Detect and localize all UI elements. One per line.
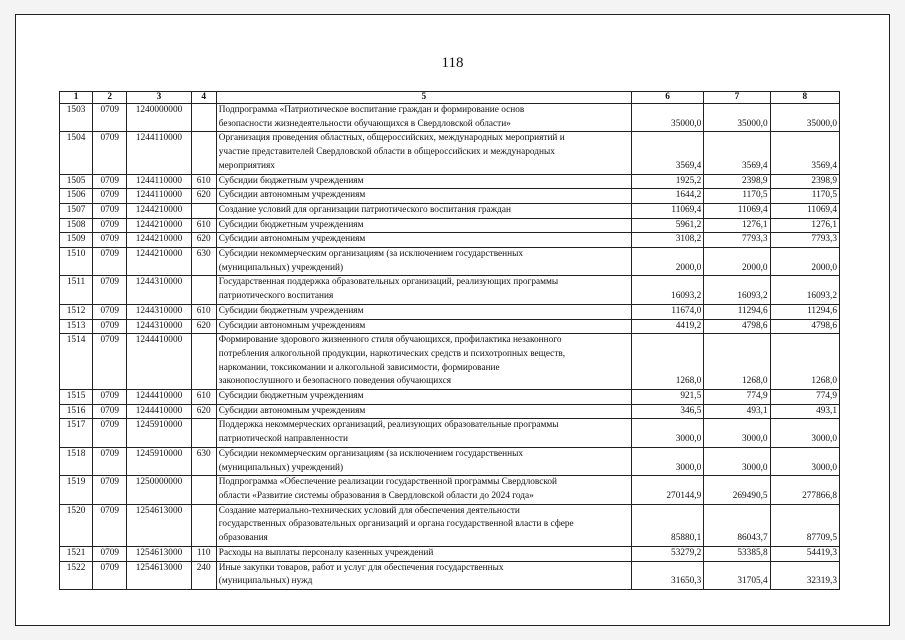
document-page — [15, 14, 890, 626]
row-number-cell: 1522 — [60, 561, 93, 589]
amount-col8-cell: 3000,0 — [770, 419, 839, 447]
description-line: Субсидии автономным учреждениям — [218, 234, 366, 245]
description-line: Субсидии некоммерческим организациям (за исключением государственных — [218, 448, 524, 459]
expense-type-cell — [191, 504, 216, 546]
target-code-cell: 1244210000 — [127, 203, 191, 218]
amount-col7-cell: 2000,0 — [704, 248, 770, 276]
amount-col7-cell: 3569,4 — [704, 132, 770, 174]
amount-col8-cell: 54419,3 — [770, 546, 839, 561]
amount-col7-cell: 3000,0 — [704, 447, 770, 475]
description-line: наркомании, токсикомании и алкогольной зависимости, формирование — [218, 362, 500, 373]
section-code-cell: 0709 — [93, 319, 127, 334]
description-cell — [216, 203, 631, 218]
description-line: Формирование здорового жизненного стиля обучающихся, профилактика незаконного — [218, 335, 562, 346]
section-code-cell: 0709 — [93, 476, 127, 504]
table-row — [60, 561, 840, 589]
description-line: Субсидии бюджетным учреждениям — [218, 305, 364, 316]
target-code-cell: 1244310000 — [127, 276, 191, 304]
table-row — [60, 319, 840, 334]
description-cell — [216, 276, 631, 304]
expense-type-cell: 620 — [191, 189, 216, 204]
table-row — [60, 104, 840, 132]
amount-col7-cell: 11069,4 — [704, 203, 770, 218]
amount-col7-cell: 35000,0 — [704, 104, 770, 132]
row-number-cell: 1507 — [60, 203, 93, 218]
page-number: 118 — [441, 55, 464, 71]
row-number-cell: 1514 — [60, 334, 93, 390]
row-number-cell: 1509 — [60, 233, 93, 248]
table-row — [60, 546, 840, 561]
target-code-cell: 1240000000 — [127, 104, 191, 132]
amount-col6-cell: 53279,2 — [631, 546, 703, 561]
header-cell: 5 — [216, 92, 631, 104]
amount-col7-cell: 31705,4 — [704, 561, 770, 589]
expense-type-cell: 630 — [191, 248, 216, 276]
description-line: безопасности жизнедеятельности обучающихся в Свердловской области» — [218, 118, 511, 129]
expense-type-cell: 610 — [191, 218, 216, 233]
section-code-cell: 0709 — [93, 174, 127, 189]
amount-col7-cell: 7793,3 — [704, 233, 770, 248]
description-line: (муниципальных) учреждений) — [218, 262, 344, 273]
target-code-cell: 1244210000 — [127, 248, 191, 276]
table-body — [60, 104, 840, 590]
row-number-cell: 1508 — [60, 218, 93, 233]
table-row — [60, 174, 840, 189]
amount-col8-cell: 7793,3 — [770, 233, 839, 248]
amount-col6-cell: 1268,0 — [631, 334, 703, 390]
description-cell — [216, 504, 631, 546]
row-number-cell: 1519 — [60, 476, 93, 504]
description-cell — [216, 248, 631, 276]
description-cell — [216, 546, 631, 561]
description-line: Создание материально-технических условий для обеспечения деятельности — [218, 505, 520, 516]
amount-col6-cell: 11069,4 — [631, 203, 703, 218]
section-code-cell: 0709 — [93, 334, 127, 390]
expense-type-cell — [191, 203, 216, 218]
amount-col7-cell: 493,1 — [704, 404, 770, 419]
description-cell — [216, 404, 631, 419]
description-line: мероприятиях — [218, 160, 275, 171]
row-number-cell: 1515 — [60, 390, 93, 405]
amount-col6-cell: 346,5 — [631, 404, 703, 419]
amount-col8-cell: 2398,9 — [770, 174, 839, 189]
amount-col8-cell: 35000,0 — [770, 104, 839, 132]
description-cell — [216, 419, 631, 447]
description-cell — [216, 174, 631, 189]
table-row — [60, 132, 840, 174]
row-number-cell: 1512 — [60, 304, 93, 319]
target-code-cell: 1244410000 — [127, 390, 191, 405]
description-cell — [216, 319, 631, 334]
description-line: Расходы на выплаты персоналу казенных учреждений — [218, 547, 434, 558]
amount-col6-cell: 5961,2 — [631, 218, 703, 233]
description-line: Субсидии автономным учреждениям — [218, 405, 366, 416]
amount-col8-cell: 4798,6 — [770, 319, 839, 334]
amount-col8-cell: 3000,0 — [770, 447, 839, 475]
amount-col8-cell: 774,9 — [770, 390, 839, 405]
expense-type-cell — [191, 276, 216, 304]
row-number-cell: 1505 — [60, 174, 93, 189]
header-cell: 3 — [127, 92, 191, 104]
amount-col7-cell: 53385,8 — [704, 546, 770, 561]
amount-col8-cell: 3569,4 — [770, 132, 839, 174]
amount-col8-cell: 2000,0 — [770, 248, 839, 276]
table-row — [60, 203, 840, 218]
header-row — [60, 92, 840, 104]
target-code-cell: 1244210000 — [127, 218, 191, 233]
target-code-cell: 1254613000 — [127, 504, 191, 546]
target-code-cell: 1254613000 — [127, 546, 191, 561]
description-line: Подпрограмма «Патриотическое воспитание граждан и формирование основ — [218, 105, 525, 115]
target-code-cell: 1244110000 — [127, 132, 191, 174]
amount-col6-cell: 3108,2 — [631, 233, 703, 248]
amount-col7-cell: 3000,0 — [704, 419, 770, 447]
description-line: Подпрограмма «Обеспечение реализации государственной программы Свердловской — [218, 477, 558, 488]
section-code-cell: 0709 — [93, 561, 127, 589]
row-number-cell: 1521 — [60, 546, 93, 561]
description-line: образования — [218, 533, 268, 544]
row-number-cell: 1516 — [60, 404, 93, 419]
row-number-cell: 1510 — [60, 248, 93, 276]
description-line: государственных образовательных организаций и органа государственной власти в сфере — [218, 519, 574, 530]
description-line: Субсидии автономным учреждениям — [218, 190, 366, 201]
description-line: области «Развитие системы образования в Свердловской области до 2024 года» — [218, 490, 534, 501]
expense-type-cell: 110 — [191, 546, 216, 561]
section-code-cell: 0709 — [93, 390, 127, 405]
row-number-cell: 1520 — [60, 504, 93, 546]
description-line: патриотического воспитания — [218, 291, 334, 302]
amount-col8-cell: 11069,4 — [770, 203, 839, 218]
amount-col6-cell: 2000,0 — [631, 248, 703, 276]
row-number-cell: 1503 — [60, 104, 93, 132]
amount-col7-cell: 11294,6 — [704, 304, 770, 319]
description-cell — [216, 104, 631, 132]
header-cell: 6 — [631, 92, 703, 104]
table-row — [60, 390, 840, 405]
description-line: Субсидии автономным учреждениям — [218, 320, 366, 331]
table-row — [60, 447, 840, 475]
amount-col7-cell: 2398,9 — [704, 174, 770, 189]
amount-col7-cell: 1276,1 — [704, 218, 770, 233]
expense-type-cell — [191, 132, 216, 174]
description-line: Создание условий для организации патриотического воспитания граждан — [218, 204, 511, 215]
expense-type-cell — [191, 334, 216, 390]
header-cell: 8 — [770, 92, 839, 104]
description-cell — [216, 218, 631, 233]
description-line: Организация проведения областных, общероссийских, международных мероприятий и — [218, 133, 565, 144]
description-line: Поддержка некоммерческих организаций, реализующих образовательные программы — [218, 420, 559, 431]
target-code-cell: 1245910000 — [127, 447, 191, 475]
target-code-cell: 1244210000 — [127, 233, 191, 248]
amount-col6-cell: 921,5 — [631, 390, 703, 405]
amount-col6-cell: 270144,9 — [631, 476, 703, 504]
amount-col6-cell: 1925,2 — [631, 174, 703, 189]
section-code-cell: 0709 — [93, 419, 127, 447]
header-cell: 4 — [191, 92, 216, 104]
amount-col7-cell: 269490,5 — [704, 476, 770, 504]
description-line: законопослушного и безопасного поведения обучающихся — [218, 376, 452, 387]
amount-col7-cell: 774,9 — [704, 390, 770, 405]
target-code-cell: 1245910000 — [127, 419, 191, 447]
table-row — [60, 404, 840, 419]
amount-col8-cell: 11294,6 — [770, 304, 839, 319]
expense-type-cell — [191, 476, 216, 504]
amount-col8-cell: 1276,1 — [770, 218, 839, 233]
amount-col8-cell: 277866,8 — [770, 476, 839, 504]
table-row — [60, 419, 840, 447]
table-row — [60, 189, 840, 204]
table-row — [60, 276, 840, 304]
header-cell: 1 — [60, 92, 93, 104]
expense-type-cell: 620 — [191, 233, 216, 248]
section-code-cell: 0709 — [93, 404, 127, 419]
amount-col6-cell: 3569,4 — [631, 132, 703, 174]
table-row — [60, 334, 840, 390]
table-row — [60, 248, 840, 276]
description-line: Иные закупки товаров, работ и услуг для обеспечения государственных — [218, 562, 504, 573]
row-number-cell: 1518 — [60, 447, 93, 475]
section-code-cell: 0709 — [93, 248, 127, 276]
target-code-cell: 1244410000 — [127, 404, 191, 419]
description-line: участие представителей Свердловской области в общероссийских и международных — [218, 147, 555, 158]
amount-col6-cell: 85880,1 — [631, 504, 703, 546]
target-code-cell: 1250000000 — [127, 476, 191, 504]
amount-col8-cell: 87709,5 — [770, 504, 839, 546]
expense-type-cell: 620 — [191, 319, 216, 334]
section-code-cell: 0709 — [93, 189, 127, 204]
row-number-cell: 1504 — [60, 132, 93, 174]
amount-col6-cell: 4419,2 — [631, 319, 703, 334]
section-code-cell: 0709 — [93, 447, 127, 475]
description-line: Субсидии некоммерческим организациям (за исключением государственных — [218, 249, 524, 260]
description-line: (муниципальных) нужд — [218, 576, 313, 587]
amount-col8-cell: 16093,2 — [770, 276, 839, 304]
expense-type-cell: 610 — [191, 174, 216, 189]
table-row — [60, 504, 840, 546]
description-line: Субсидии бюджетным учреждениям — [218, 219, 364, 230]
row-number-cell: 1517 — [60, 419, 93, 447]
section-code-cell: 0709 — [93, 276, 127, 304]
target-code-cell: 1244410000 — [127, 334, 191, 390]
amount-col6-cell: 16093,2 — [631, 276, 703, 304]
description-line: Государственная поддержка образовательных организаций, реализующих программы — [218, 277, 559, 288]
description-cell — [216, 447, 631, 475]
description-line: патриотической направленности — [218, 434, 348, 445]
header-cell: 2 — [93, 92, 127, 104]
amount-col7-cell: 1268,0 — [704, 334, 770, 390]
amount-col6-cell: 31650,3 — [631, 561, 703, 589]
amount-col6-cell: 35000,0 — [631, 104, 703, 132]
expense-type-cell: 630 — [191, 447, 216, 475]
section-code-cell: 0709 — [93, 504, 127, 546]
amount-col7-cell: 1170,5 — [704, 189, 770, 204]
row-number-cell: 1513 — [60, 319, 93, 334]
target-code-cell: 1244310000 — [127, 319, 191, 334]
expense-type-cell: 240 — [191, 561, 216, 589]
amount-col8-cell: 32319,3 — [770, 561, 839, 589]
description-cell — [216, 476, 631, 504]
section-code-cell: 0709 — [93, 546, 127, 561]
table-row — [60, 233, 840, 248]
expense-type-cell — [191, 419, 216, 447]
expense-type-cell: 610 — [191, 304, 216, 319]
expense-type-cell: 620 — [191, 404, 216, 419]
row-number-cell: 1506 — [60, 189, 93, 204]
amount-col7-cell: 86043,7 — [704, 504, 770, 546]
table-row — [60, 476, 840, 504]
target-code-cell: 1244110000 — [127, 174, 191, 189]
description-cell — [216, 233, 631, 248]
description-line: Субсидии бюджетным учреждениям — [218, 175, 364, 186]
description-line: потребления алкогольной продукции, наркотических средств и психотропных веществ, — [218, 348, 566, 359]
amount-col8-cell: 1268,0 — [770, 334, 839, 390]
amount-col6-cell: 3000,0 — [631, 447, 703, 475]
amount-col6-cell: 1644,2 — [631, 189, 703, 204]
header-cell: 7 — [704, 92, 770, 104]
description-cell — [216, 561, 631, 589]
description-cell — [216, 334, 631, 390]
amount-col8-cell: 1170,5 — [770, 189, 839, 204]
budget-table — [59, 91, 840, 590]
section-code-cell: 0709 — [93, 104, 127, 132]
amount-col8-cell: 493,1 — [770, 404, 839, 419]
amount-col6-cell: 3000,0 — [631, 419, 703, 447]
section-code-cell: 0709 — [93, 233, 127, 248]
row-number-cell: 1511 — [60, 276, 93, 304]
target-code-cell: 1254613000 — [127, 561, 191, 589]
expense-type-cell: 610 — [191, 390, 216, 405]
description-cell — [216, 132, 631, 174]
section-code-cell: 0709 — [93, 132, 127, 174]
amount-col7-cell: 16093,2 — [704, 276, 770, 304]
description-line: Субсидии бюджетным учреждениям — [218, 391, 364, 402]
table-row — [60, 304, 840, 319]
target-code-cell: 1244110000 — [127, 189, 191, 204]
description-cell — [216, 390, 631, 405]
section-code-cell: 0709 — [93, 218, 127, 233]
description-line: (муниципальных) учреждений) — [218, 462, 344, 473]
description-cell — [216, 304, 631, 319]
amount-col6-cell: 11674,0 — [631, 304, 703, 319]
description-cell — [216, 189, 631, 204]
section-code-cell: 0709 — [93, 203, 127, 218]
amount-col7-cell: 4798,6 — [704, 319, 770, 334]
table-row — [60, 218, 840, 233]
target-code-cell: 1244310000 — [127, 304, 191, 319]
section-code-cell: 0709 — [93, 304, 127, 319]
expense-type-cell — [191, 104, 216, 132]
